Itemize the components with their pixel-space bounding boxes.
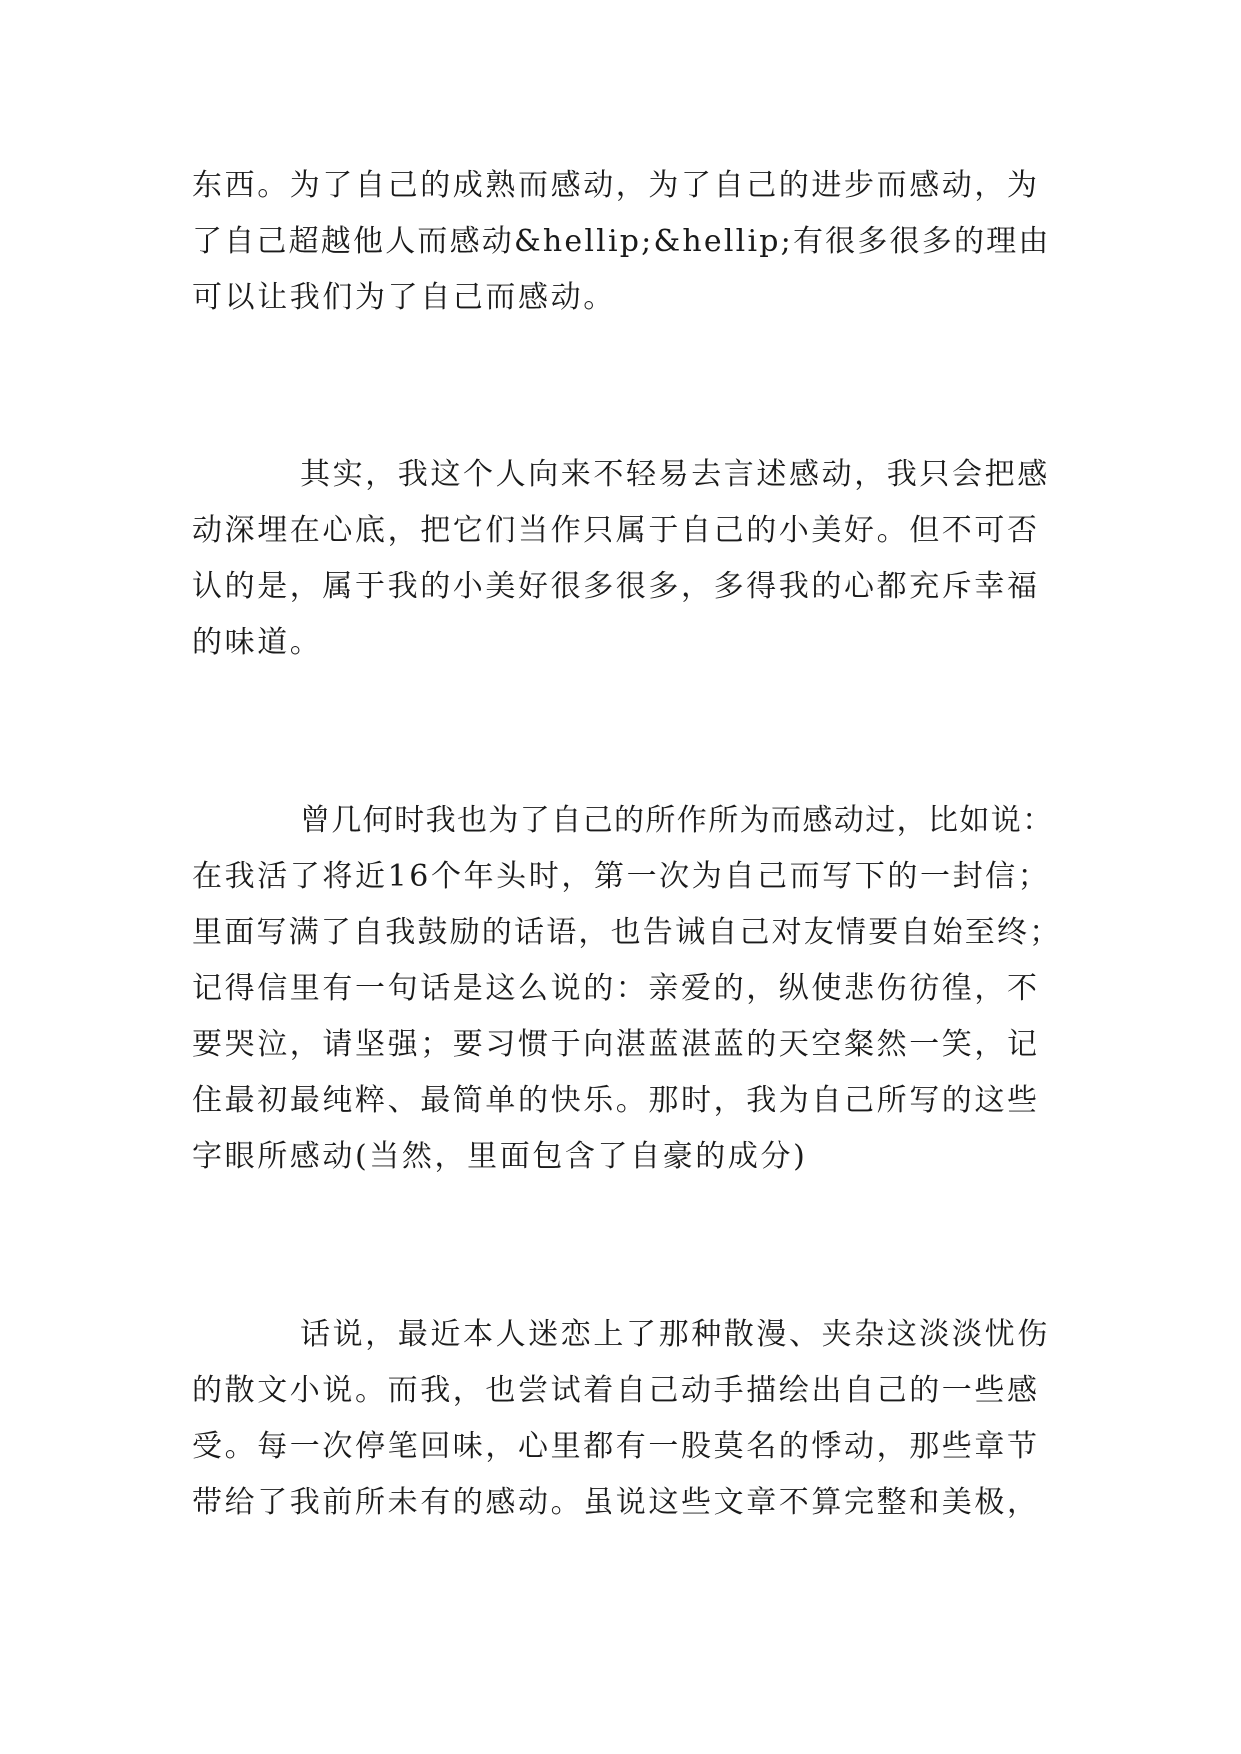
text-line: 的味道。 <box>192 625 323 660</box>
text-line: 记得信里有一句话是这么说的：亲爱的，纵使悲伤彷徨，不 <box>192 971 1040 1006</box>
text-line: 动深埋在心底，把它们当作只属于自己的小美好。但不可否 <box>192 513 1040 548</box>
text-line: 可以让我们为了自己而感动。 <box>192 280 616 315</box>
text-line: 里面写满了自我鼓励的话语，也告诫自己对友情要自始至终； <box>192 915 1062 950</box>
text-line: 带给了我前所未有的感动。虽说这些文章不算完整和美极， <box>192 1485 1040 1520</box>
text-line: 在我活了将近16个年头时，第一次为自己而写下的一封信； <box>192 859 1051 894</box>
text-line: 要哭泣，请坚强；要习惯于向湛蓝湛蓝的天空粲然一笑，记 <box>192 1027 1040 1062</box>
text-line: 了自己超越他人而感动&hellip;&hellip;有很多很多的理由 <box>192 224 1051 259</box>
text-line: 话说，最近本人迷恋上了那种散漫、夹杂这淡淡忧伤 <box>300 1317 1050 1352</box>
text-line: 字眼所感动(当然，里面包含了自豪的成分) <box>192 1139 808 1174</box>
text-line: 东西。为了自己的成熟而感动，为了自己的进步而感动，为 <box>192 168 1040 203</box>
text-line: 其实，我这个人向来不轻易去言述感动，我只会把感 <box>300 457 1050 492</box>
text-line: 受。每一次停笔回味，心里都有一股莫名的悸动，那些章节 <box>192 1429 1040 1464</box>
text-line: 住最初最纯粹、最简单的快乐。那时，我为自己所写的这些 <box>192 1083 1040 1118</box>
text-line: 曾几何时我也为了自己的所作所为而感动过，比如说： <box>300 803 1054 838</box>
text-line: 认的是，属于我的小美好很多很多，多得我的心都充斥幸福 <box>192 569 1040 604</box>
text-line: 的散文小说。而我，也尝试着自己动手描绘出自己的一些感 <box>192 1373 1040 1408</box>
